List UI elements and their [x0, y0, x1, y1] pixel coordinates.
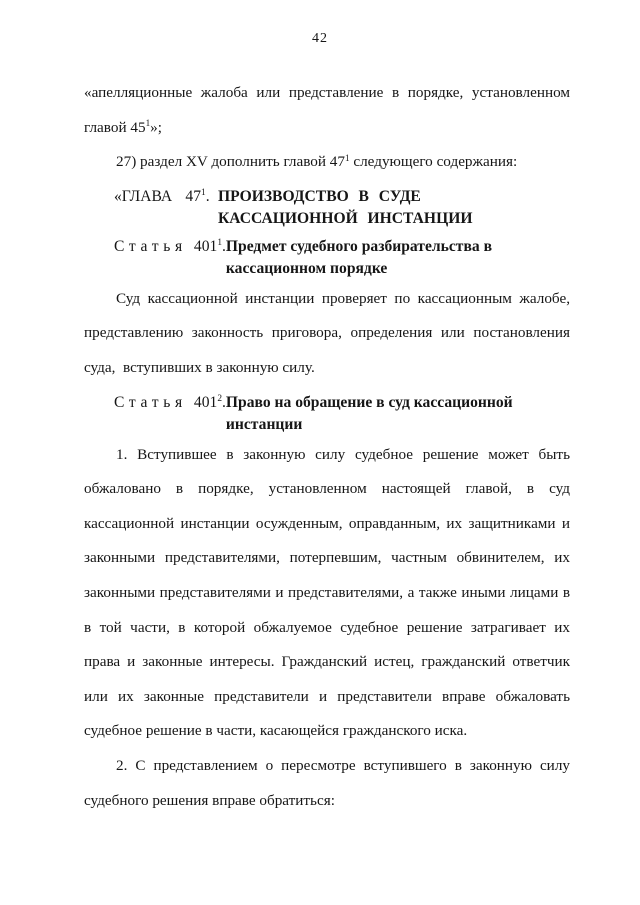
heading-label: Статья $401^2$.: [114, 393, 226, 411]
text-line: [84, 145, 570, 180]
text-line: [84, 472, 570, 507]
text-segment: или их законные представители и представители вправе обжаловать: [84, 687, 570, 705]
page-number: 42: [312, 31, 328, 46]
para-item-27: [84, 145, 570, 180]
superscript: 2: [217, 393, 222, 404]
text-segment: 27) раздел XV дополнить главой 47: [116, 153, 345, 171]
text-segment: Суд кассационной инстанции проверяет по кассационным жалобе,: [116, 289, 570, 307]
text-line: [84, 645, 570, 680]
text-segment: »;: [150, 118, 162, 136]
text-segment: главой 45: [84, 118, 146, 136]
text-line: [84, 282, 570, 317]
para-article-401-1-body: [84, 282, 570, 386]
text-line: [84, 507, 570, 542]
para-article-401-2-part-1: [84, 438, 570, 749]
superscript: 1: [145, 118, 151, 129]
article-401-1-heading: [84, 236, 570, 280]
heading-number: 401: [193, 237, 218, 255]
para-article-401-2-part-2: [84, 749, 570, 818]
text-line: [84, 749, 570, 784]
text-segment: представлению законность приговора, определения или постановления: [84, 324, 570, 342]
para-quote-tail-45-1: [84, 76, 570, 145]
heading-number: 47: [185, 187, 201, 205]
heading-title: ПРОИЗВОДСТВО В СУДЕ КАССАЦИОННОЙ ИНСТАНЦИИ: [218, 187, 473, 227]
chapter-47-1-heading: [84, 186, 570, 230]
text-line: [84, 611, 570, 646]
text-segment: судебное решение в части, касающейся гражданского иска.: [84, 722, 468, 740]
text-line: [84, 111, 570, 146]
heading-keyword: Статья: [114, 393, 187, 411]
heading-keyword: «ГЛАВА: [114, 187, 173, 205]
text-segment: кассационной инстанции осужденным, оправданным, их защитниками и: [84, 514, 570, 532]
text-segment: 2. С представлением о пересмотре вступившего в законную силу: [116, 756, 570, 774]
text-segment: судебного решения вправе обратиться:: [84, 791, 335, 809]
superscript: 1: [217, 238, 222, 249]
superscript: 1: [201, 188, 206, 199]
text-line: [84, 351, 570, 386]
text-segment: в той части, в которой обжалуемое судебное решение затрагивает их: [84, 618, 570, 636]
text-line: [84, 76, 570, 111]
text-line: [84, 541, 570, 576]
document-content: [84, 76, 570, 818]
text-segment: законными представителями, потерпевшим, частным обвинителем, их: [84, 549, 570, 567]
text-segment: 1. Вступившее в законную силу судебное решение может быть: [116, 445, 570, 463]
text-line: [84, 438, 570, 473]
text-segment: права и законные интересы. Гражданский истец, гражданский ответчик: [84, 653, 570, 671]
article-401-2-heading: [84, 392, 570, 436]
text-line: [84, 680, 570, 715]
heading-label: Статья $401^1$.: [114, 237, 226, 255]
text-segment: обжаловано в порядке, установленном настоящей главой, в суд: [84, 480, 570, 498]
text-line: [84, 714, 570, 749]
heading-title: Предмет судебного разбирательства в кассационном порядке: [225, 237, 492, 277]
superscript: 1: [345, 152, 350, 163]
text-segment: суда, вступивших в законную силу.: [84, 358, 315, 376]
text-line: [84, 576, 570, 611]
heading-title: Право на обращение в суд кассационной инстанции: [225, 393, 513, 433]
text-line: [84, 316, 570, 351]
text-segment: следующего содержания:: [349, 153, 518, 171]
text-segment: «апелляционные жалоба или представление в порядке, установленном: [84, 84, 570, 101]
text-line: [84, 784, 570, 819]
heading-keyword: Статья: [114, 237, 187, 255]
heading-number: 401: [193, 393, 218, 411]
text-segment: законными представителями и представителями, а также иными лицами в: [84, 583, 570, 601]
heading-label: «ГЛАВА $47^1$.: [114, 187, 210, 205]
